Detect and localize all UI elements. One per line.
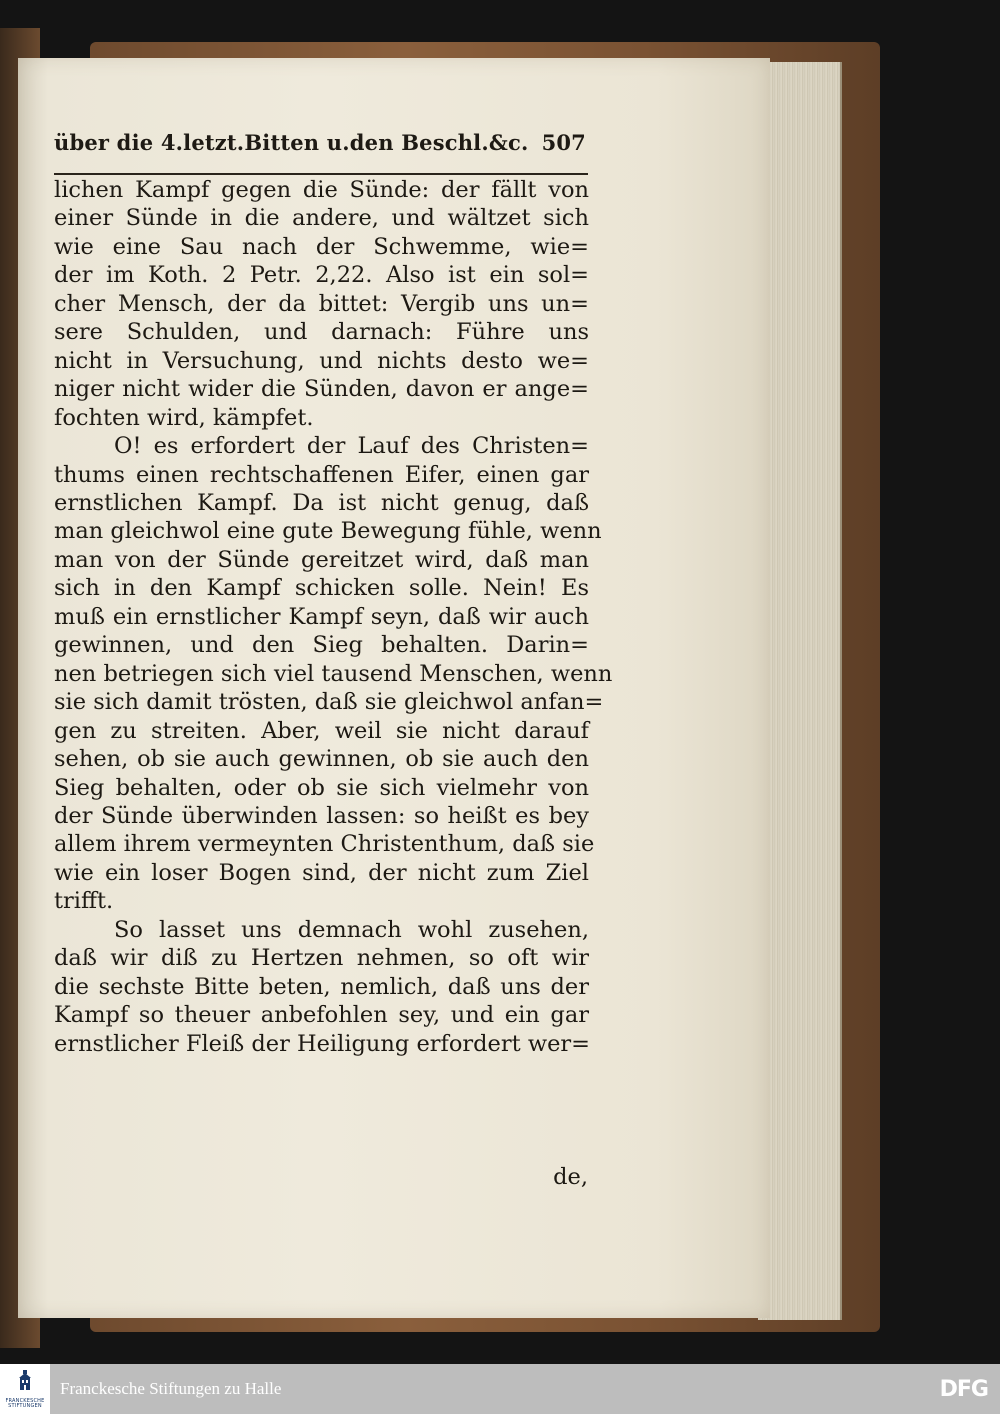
text-line: nen betriegen sich viel tausend Menschen, wenn	[54, 660, 613, 687]
text-line: gewinnen, und den Sieg behalten. Darin=	[54, 632, 589, 659]
text-line: allem ihrem vermeynten Christenthum, daß sie	[54, 831, 595, 858]
text-line: gen zu streiten. Aber, weil sie nicht darauf	[54, 717, 589, 744]
text-line: sich in den Kampf schicken solle. Nein! Es	[54, 575, 589, 602]
institution-name: Franckesche Stiftungen zu Halle	[60, 1379, 282, 1398]
logo-text-line1: FRANCKESCHE	[5, 1398, 45, 1404]
text-line: trifft.	[54, 888, 114, 915]
running-head	[54, 130, 586, 155]
text-line: sie sich damit trösten, daß sie gleichwol anfan=	[54, 689, 604, 716]
text-line: wie eine Sau nach der Schwemme, wie=	[54, 233, 589, 260]
text-line: sehen, ob sie auch gewinnen, ob sie auch den	[54, 746, 589, 773]
text-line: O! es erfordert der Lauf des Christen=	[114, 433, 589, 460]
page-number: 507	[541, 130, 586, 155]
text-line: einer Sünde in die andere, und wältzet sich	[54, 205, 589, 232]
text-line: niger nicht wider die Sünden, davon er ange=	[54, 376, 589, 403]
text-line: Sieg behalten, oder ob sie sich vielmehr von	[54, 774, 589, 801]
text-line: der im Koth. 2 Petr. 2,22. Also ist ein sol=	[54, 262, 589, 289]
text-line: nicht in Versuchung, und nichts desto we=	[54, 347, 589, 374]
running-head-title: über die 4.letzt.Bitten u.den Beschl.&c.	[54, 130, 529, 155]
text-line: der Sünde überwinden lassen: so heißt es bey	[54, 802, 589, 829]
logo-text-line2: STIFTUNGEN	[8, 1403, 42, 1409]
text-line: Kampf so theuer anbefohlen sey, und ein gar	[54, 1002, 589, 1029]
text-line: daß wir diß zu Hertzen nehmen, so oft wir	[54, 945, 589, 972]
body-text	[54, 176, 613, 1058]
text-line: fochten wird, kämpfet.	[54, 404, 314, 431]
text-line: sere Schulden, und darnach: Führe uns	[54, 319, 589, 346]
text-line: lichen Kampf gegen die Sünde: der fällt von	[54, 177, 589, 203]
logo-text	[5, 1399, 44, 1409]
viewer-footer	[0, 1364, 1000, 1414]
text-line: ernstlichen Kampf. Da ist nicht genug, daß	[54, 489, 589, 516]
dfg-logo[interactable]: DFG	[939, 1376, 988, 1402]
header-rule	[54, 173, 588, 175]
text-line: wie ein loser Bogen sind, der nicht zum Ziel	[54, 859, 589, 886]
text-line: So lasset uns demnach wohl zusehen,	[114, 916, 589, 943]
catchword: de,	[553, 1164, 588, 1190]
page-edges	[758, 62, 842, 1320]
building-icon	[17, 1370, 33, 1392]
text-line: thums einen rechtschaffenen Eifer, einen gar	[54, 461, 589, 488]
text-line: die sechste Bitte beten, nemlich, daß uns der	[54, 973, 589, 1000]
franckesche-stiftungen-logo[interactable]	[0, 1364, 50, 1414]
text-line: ernstlicher Fleiß der Heiligung erfordert wer=	[54, 1030, 591, 1057]
text-line: man von der Sünde gereitzet wird, daß man	[54, 546, 589, 573]
text-line: man gleichwol eine gute Bewegung fühle, wenn	[54, 518, 602, 545]
text-line: muß ein ernstlicher Kampf seyn, daß wir auch	[54, 603, 589, 630]
text-line: cher Mensch, der da bittet: Vergib uns un=	[54, 290, 589, 317]
